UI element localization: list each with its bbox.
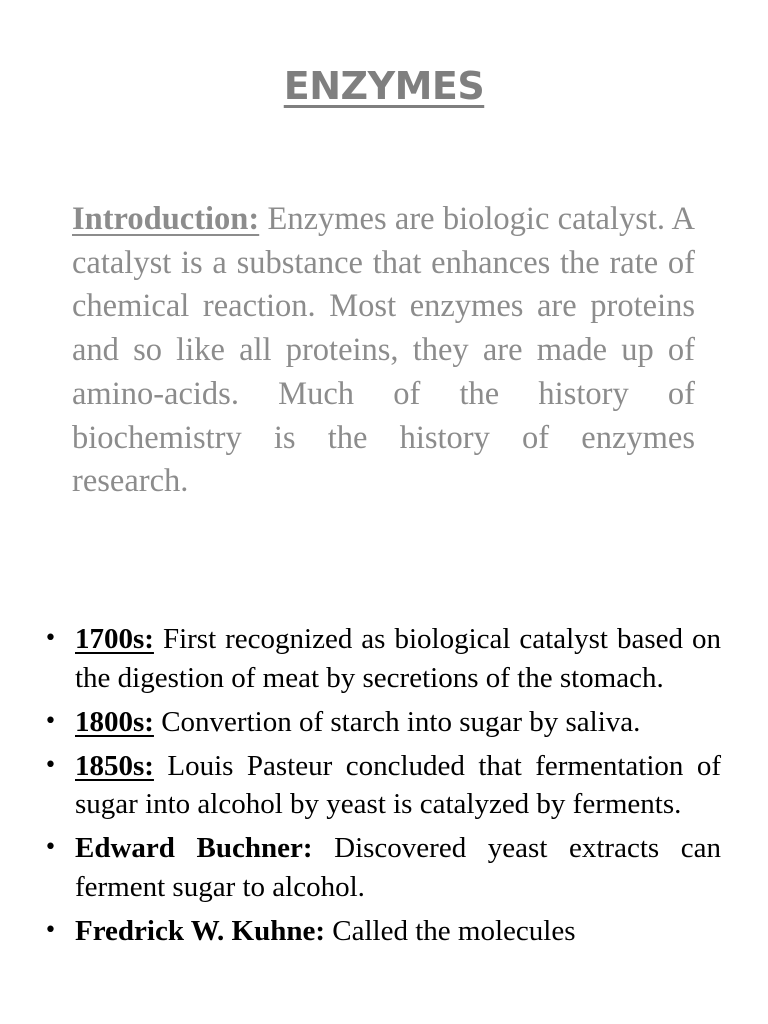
bullet-icon: • (44, 917, 57, 943)
bullet-icon: • (44, 626, 57, 651)
introduction-paragraph (72, 198, 695, 504)
list-item-fredrick-kuhne (44, 912, 721, 951)
list-item-1800s (44, 703, 721, 742)
list-item-text: Discovered yeast extracts can ferment sugar to alcohol. (75, 832, 722, 903)
bullet-icon: • (44, 752, 57, 778)
history-list (44, 620, 721, 956)
introduction-text: Enzymes are biologic catalyst. A catalyst is a substance that enhances the rate of chemical reaction. Most enzymes are proteins and so like all proteins, they are made up of amino-acids. Much of the history of biochemistry is the history of enzymes research. (72, 201, 695, 500)
bullet-icon: • (44, 708, 57, 734)
list-item-label: 1850s: (75, 749, 154, 782)
list-item-edward-buchner (44, 829, 721, 906)
list-item-text: First recognized as biological catalyst based on the digestion of meat by secretions of the stomach. (75, 623, 721, 694)
list-item-1850s (44, 747, 721, 824)
list-item-text: Convertion of starch into sugar by saliva. (153, 705, 641, 738)
list-item-label: Fredrick W. Kuhne: (75, 914, 326, 947)
list-item-label: 1800s: (75, 705, 154, 738)
page-title: ENZYMES (283, 64, 485, 108)
list-item-label: Edward Buchner: (75, 832, 313, 864)
list-item-text: Louis Pasteur concluded that fermentation of sugar into alcohol by yeast is catalyzed by ferments. (75, 749, 721, 820)
introduction-label: Introduction: (72, 201, 260, 237)
list-item-text: Called the molecules (325, 914, 576, 947)
bullet-icon: • (44, 835, 57, 860)
list-item-label: 1700s: (75, 623, 154, 655)
list-item-1700s (44, 620, 721, 697)
